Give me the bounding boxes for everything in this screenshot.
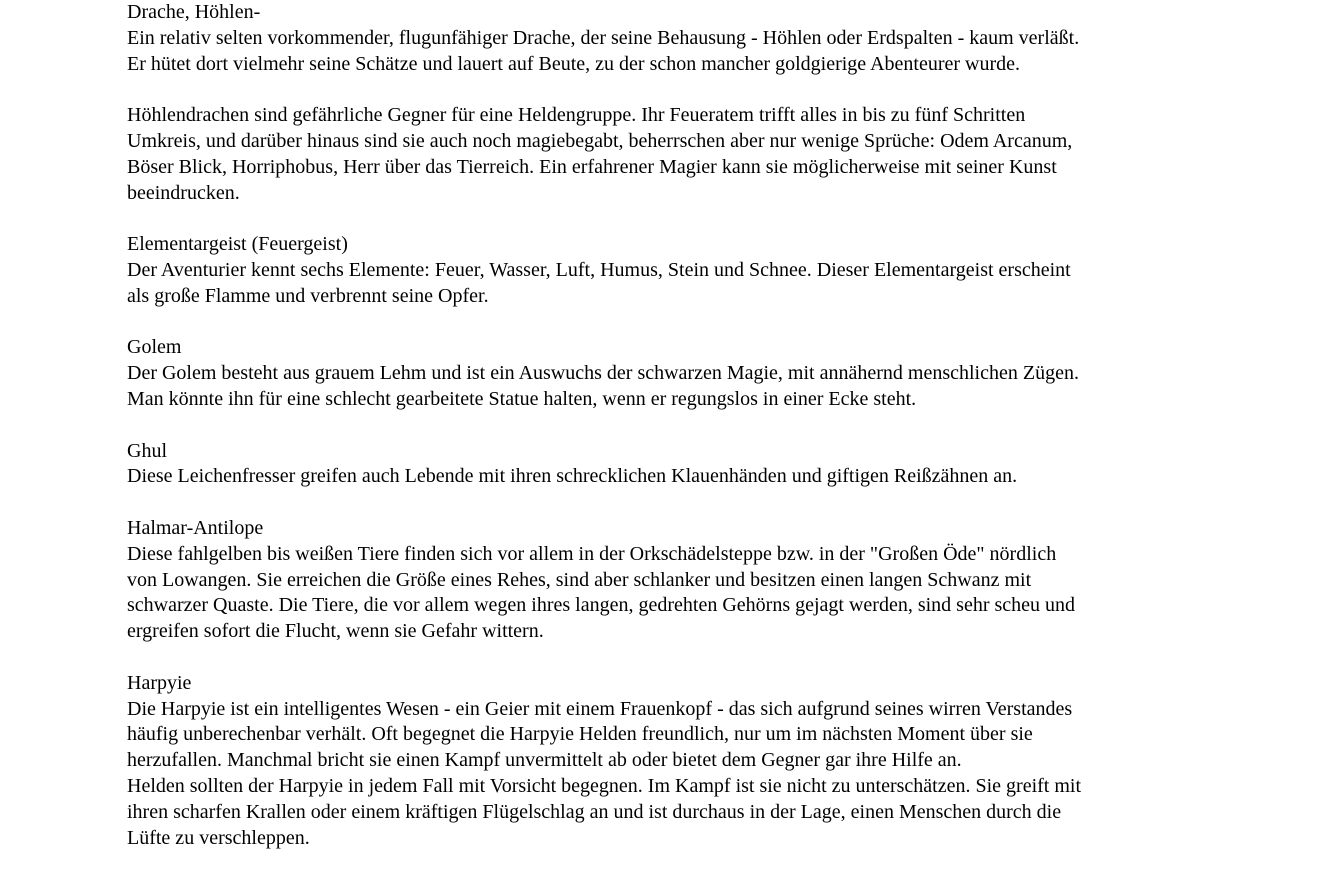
entry-title: Golem xyxy=(127,336,182,359)
entry-paragraph: Helden sollten der Harpyie in jedem Fall mit Vorsicht begegnen. Im Kampf ist sie nicht zu unterschätzen. Sie greift mit ihren scharfen Krallen oder einem kräftigen Flügelschlag an und ist durchaus in der Lage, einen Menschen durch die Lüfte zu verschleppen. xyxy=(127,774,1082,849)
entry-paragraph: Ein relativ selten vorkommender, flugunfähiger Drache, der seine Behausung - Höhlen oder Erdspalten - kaum verläßt. Er hütet dort vielmehr seine Schätze und lauert auf Beute, zu der schon mancher goldgierige Abenteurer wurde. xyxy=(127,26,1080,75)
entry-paragraph: Der Aventurier kennt sechs Elemente: Feuer, Wasser, Luft, Humus, Stein und Schnee. Dieser Elementargeist erscheint als große Flamme und verbrennt seine Opfer. xyxy=(127,258,1071,307)
entry-title: Harpyie xyxy=(127,671,192,694)
entry-paragraph: Höhlendrachen sind gefährliche Gegner für eine Heldengruppe. Ihr Feueratem trifft alles in bis zu fünf Schritten Umkreis, und darüber hinaus sind sie auch noch magiebegabt, beherrschen aber nur wenige Sprüche: Odem Arcanum, Böser Blick, Horriphobus, Herr über das Tierreich. Ein erfahrener Magier kann sie möglicherweise mit seiner Kunst beeindrucken. xyxy=(127,104,1073,204)
entry-halmar-antilope xyxy=(127,516,1207,645)
entry-drache-hoehlen xyxy=(127,0,1207,77)
entry-title: Halmar-Antilope xyxy=(127,516,264,539)
entry-paragraph: Die Harpyie ist ein intelligentes Wesen - ein Geier mit einem Frauenkopf - das sich aufgrund seines wirren Verstandes häufig unberechenbar verhält. Oft begegnet die Harpyie Helden freundlich, nur um im nächsten Moment über sie herzufallen. Manchmal bricht sie einen Kampf unvermittelt ab oder bietet dem Gegner gar ihre Hilfe an. xyxy=(127,697,1073,772)
entry-paragraph: Der Golem besteht aus grauem Lehm und ist ein Auswuchs der schwarzen Magie, mit annähernd menschlichen Zügen. Man könnte ihn für eine schlecht gearbeitete Statue halten, wenn er regungslos in einer Ecke steht. xyxy=(127,362,1079,410)
entry-hoehlendrachen-details xyxy=(127,103,1207,206)
entry-ghul xyxy=(127,439,1207,491)
entry-paragraph: Diese fahlgelben bis weißen Tiere finden sich vor allem in der Orkschädelsteppe bzw. in der "Großen Öde" nördlich von Lowangen. Sie erreichen die Größe eines Rehes, sind aber schlanker und besitzen einen langen Schwanz mit schwarzer Quaste. Die Tiere, die vor allem wegen ihres langen, gedrehten Gehörns gejagt werden, sind sehr scheu und ergreifen sofort die Flucht, wenn sie Gefahr wittern. xyxy=(127,542,1076,643)
entry-paragraph: Diese Leichenfresser greifen auch Lebende mit ihren schrecklichen Klauenhänden und giftigen Reißzähnen an. xyxy=(127,465,1018,488)
entry-title: Drache, Höhlen- xyxy=(127,1,261,23)
entry-title: Ghul xyxy=(127,439,167,462)
entry-harpyie xyxy=(127,671,1207,852)
document-page xyxy=(127,0,1207,877)
entry-elementargeist xyxy=(127,232,1207,309)
entry-title: Elementargeist (Feuergeist) xyxy=(127,233,348,256)
entry-golem xyxy=(127,335,1207,412)
